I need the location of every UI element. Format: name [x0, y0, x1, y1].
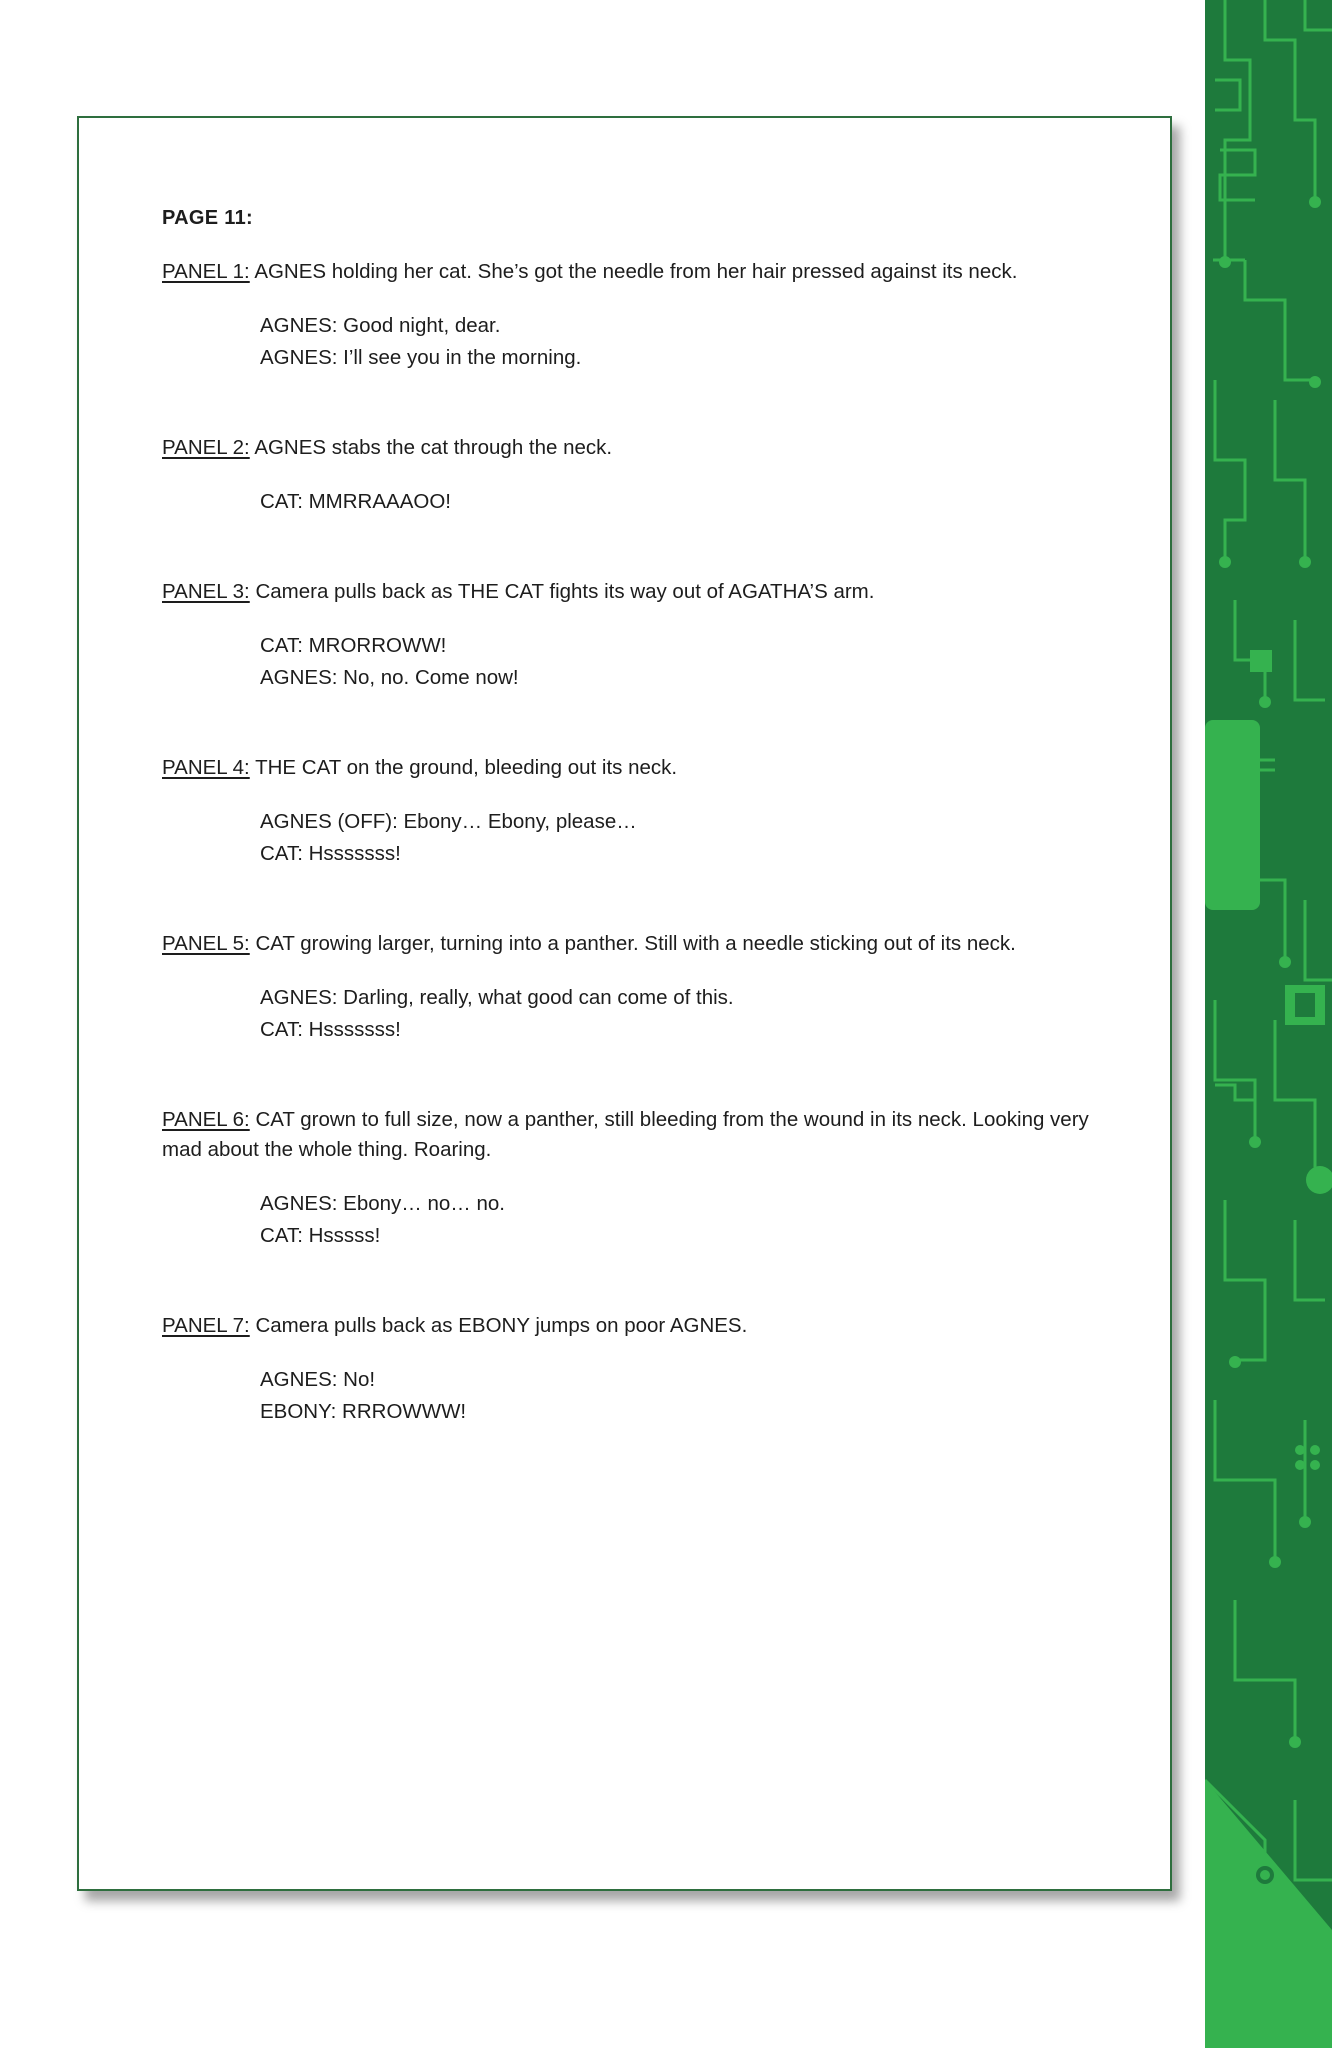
panel-label: PANEL 4: [162, 756, 250, 779]
panel-description-text: CAT grown to full size, now a panther, still bleeding from the wound in its neck. Looking very mad about the whole thing. Roaring. [162, 1108, 1089, 1161]
dialogue-line: AGNES: Ebony… no… no. [260, 1192, 505, 1215]
circuit-board-border [1205, 0, 1332, 2048]
panel-description [162, 1311, 1122, 1341]
panel-2 [162, 433, 1122, 519]
panel-5 [162, 929, 1122, 1047]
dialogue-line: CAT: Hsssssss! [260, 842, 401, 865]
dialogue-line: CAT: Hsssss! [260, 1224, 381, 1247]
panel-description-text: AGNES stabs the cat through the neck. [249, 436, 613, 459]
dialogue-block [260, 807, 1122, 871]
dialogue-line: EBONY: RRROWWW! [260, 1400, 467, 1423]
panel-label: PANEL 5: [162, 932, 250, 955]
panel-label: PANEL 1: [162, 260, 250, 283]
dialogue-line: AGNES: I’ll see you in the morning. [260, 346, 582, 369]
panel-description [162, 577, 1122, 607]
dialogue-line: AGNES: Darling, really, what good can come of this. [260, 986, 734, 1009]
dialogue-block [260, 487, 1122, 519]
dialogue-line: CAT: MRORROWW! [260, 634, 447, 657]
panel-description-text: AGNES holding her cat. She’s got the needle from her hair pressed against its neck. [249, 260, 1018, 283]
panel-description-text: THE CAT on the ground, bleeding out its neck. [249, 756, 678, 779]
panel-7 [162, 1311, 1122, 1429]
dialogue-line: AGNES: Good night, dear. [260, 314, 501, 337]
dialogue-block [260, 983, 1122, 1047]
panel-label: PANEL 3: [162, 580, 250, 603]
dialogue-block [260, 631, 1122, 695]
panel-description [162, 753, 1122, 783]
panel-description-text: Camera pulls back as EBONY jumps on poor AGNES. [249, 1314, 748, 1337]
panel-description [162, 1105, 1122, 1165]
panel-label: PANEL 2: [162, 436, 250, 459]
script-page [77, 116, 1172, 1891]
panel-label: PANEL 7: [162, 1314, 250, 1337]
panel-label: PANEL 6: [162, 1108, 250, 1131]
page-heading: PAGE 11: [162, 207, 253, 229]
panel-3 [162, 577, 1122, 695]
panel-description-text: Camera pulls back as THE CAT fights its way out of AGATHA’S arm. [249, 580, 875, 603]
dialogue-block [260, 311, 1122, 375]
dialogue-line: AGNES: No, no. Come now! [260, 666, 519, 689]
circuit-pattern [1205, 0, 1332, 2048]
panel-description [162, 929, 1122, 959]
panel-4 [162, 753, 1122, 871]
panel-1 [162, 257, 1122, 375]
dialogue-block [260, 1189, 1122, 1253]
panel-description [162, 257, 1122, 287]
panel-description [162, 433, 1122, 463]
panel-description-text: CAT growing larger, turning into a panther. Still with a needle sticking out of its neck. [249, 932, 1016, 955]
panel-6 [162, 1105, 1122, 1253]
dialogue-line: CAT: MMRRAAAOO! [260, 490, 451, 513]
dialogue-block [260, 1365, 1122, 1429]
dialogue-line: AGNES (OFF): Ebony… Ebony, please… [260, 810, 637, 833]
dialogue-line: AGNES: No! [260, 1368, 376, 1391]
script-body [162, 203, 1122, 1487]
dialogue-line: CAT: Hsssssss! [260, 1018, 401, 1041]
